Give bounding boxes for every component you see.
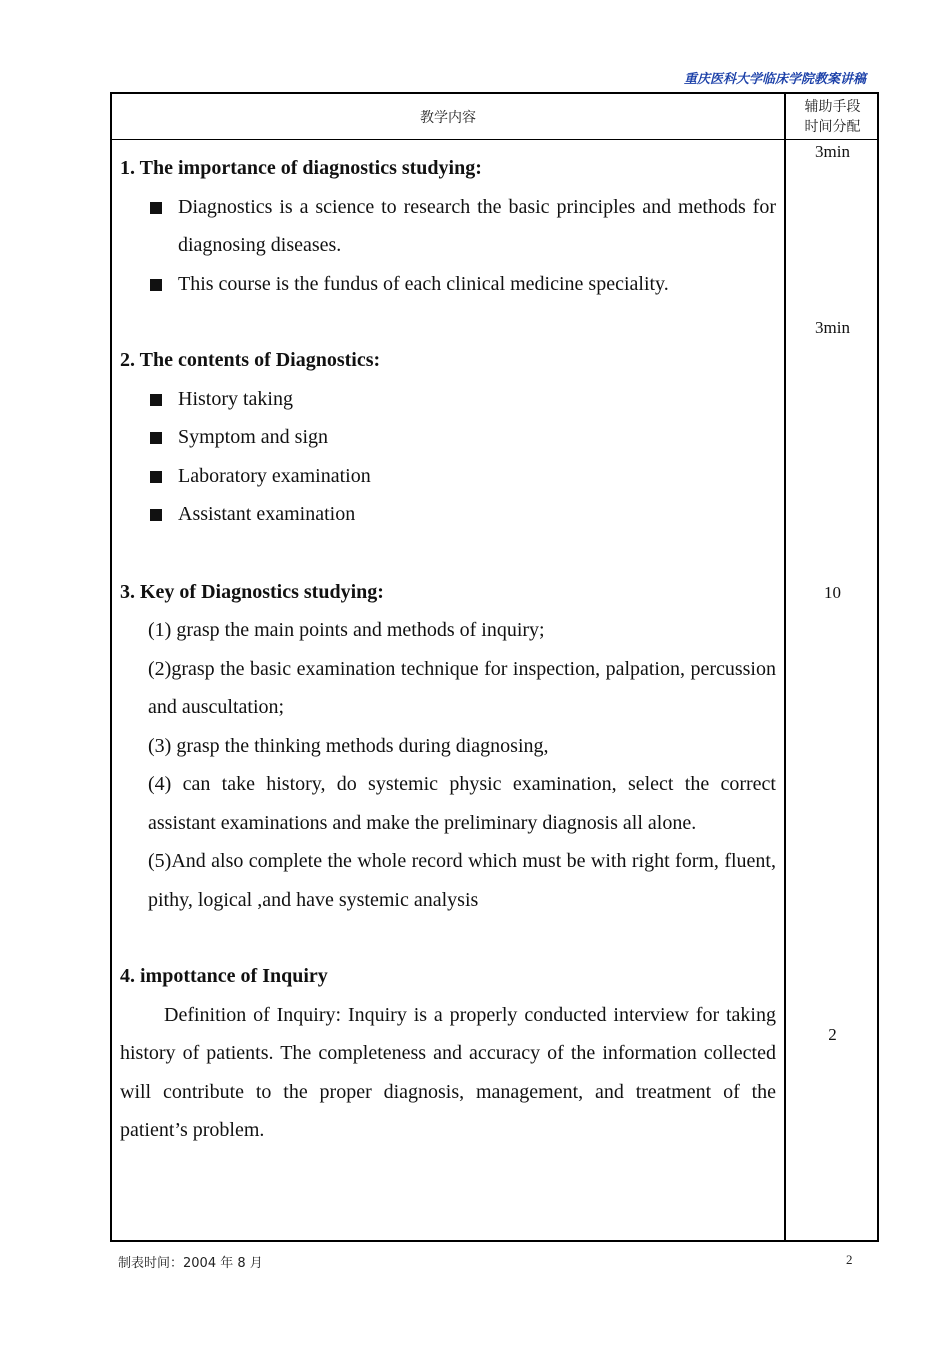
bullet-item [120,418,776,457]
key-item: (1) grasp the main points and methods of inquiry; [148,619,545,641]
column-divider [784,94,786,1240]
square-bullet-icon [150,279,162,291]
key-item: (5)And also complete the whole record which must be with right form, fluent, pithy, logical ,and have systemic analysis [148,850,776,911]
bullet-item [120,495,776,534]
footer-date: 制表时间：2004 年 8 月 [118,1256,263,1271]
aux-column-header [786,94,879,139]
bullet-text: Symptom and sign [178,426,329,448]
bullet-text: This course is the fundus of each clinical medicine speciality. [178,272,669,295]
lesson-table [110,92,879,1242]
square-bullet-icon [150,471,162,483]
definition-paragraph: Definition of Inquiry: Inquiry is a properly conducted interview for taking history of patients. The completeness and accuracy of the information collected will contribute to the proper diagnosis, management, and treatment of the patient’s problem. [120,1003,776,1141]
square-bullet-icon [150,202,162,214]
time-allocation: 3min [815,318,850,337]
square-bullet-icon [150,432,162,444]
key-item: (3) grasp the thinking methods during diagnosing, [148,734,549,757]
bullet-item [120,380,776,419]
time-allocation: 10 [824,583,841,602]
bullet-item [120,265,776,304]
bullet-text: Assistant examination [178,503,356,525]
bullet-text: History taking [178,387,293,410]
header-divider [112,139,877,140]
square-bullet-icon [150,394,162,406]
bullet-item [120,188,776,265]
square-bullet-icon [150,509,162,521]
time-allocation: 2 [828,1025,837,1044]
section-heading: 2. The contents of Diagnostics: [120,349,381,371]
key-item: (4) can take history, do systemic physic examination, select the correct assistant examinations and make the preliminary diagnosis all alone. [148,773,776,834]
section-heading: 1. The importance of diagnostics studying: [120,157,482,179]
lesson-content [120,149,776,1150]
document-header-title: 重庆医科大学临床学院教案讲稿 [683,72,866,87]
key-item: (2)grasp the basic examination technique for inspection, palpation, percussion and auscultation; [148,657,776,718]
aux-header-line1: 辅助手段 [804,98,861,115]
time-allocation: 3min [815,142,850,161]
bullet-text: Laboratory examination [178,464,371,487]
section-heading: 4. impottance of Inquiry [120,965,328,987]
aux-header-line2: 时间分配 [804,118,861,135]
section-heading: 3. Key of Diagnostics studying: [120,580,384,603]
page-number: 2 [846,1252,853,1267]
bullet-item [120,457,776,496]
content-column-header: 教学内容 [420,109,476,126]
bullet-text: Diagnostics is a science to research the basic principles and methods for diagnosing diseases. [178,195,776,256]
